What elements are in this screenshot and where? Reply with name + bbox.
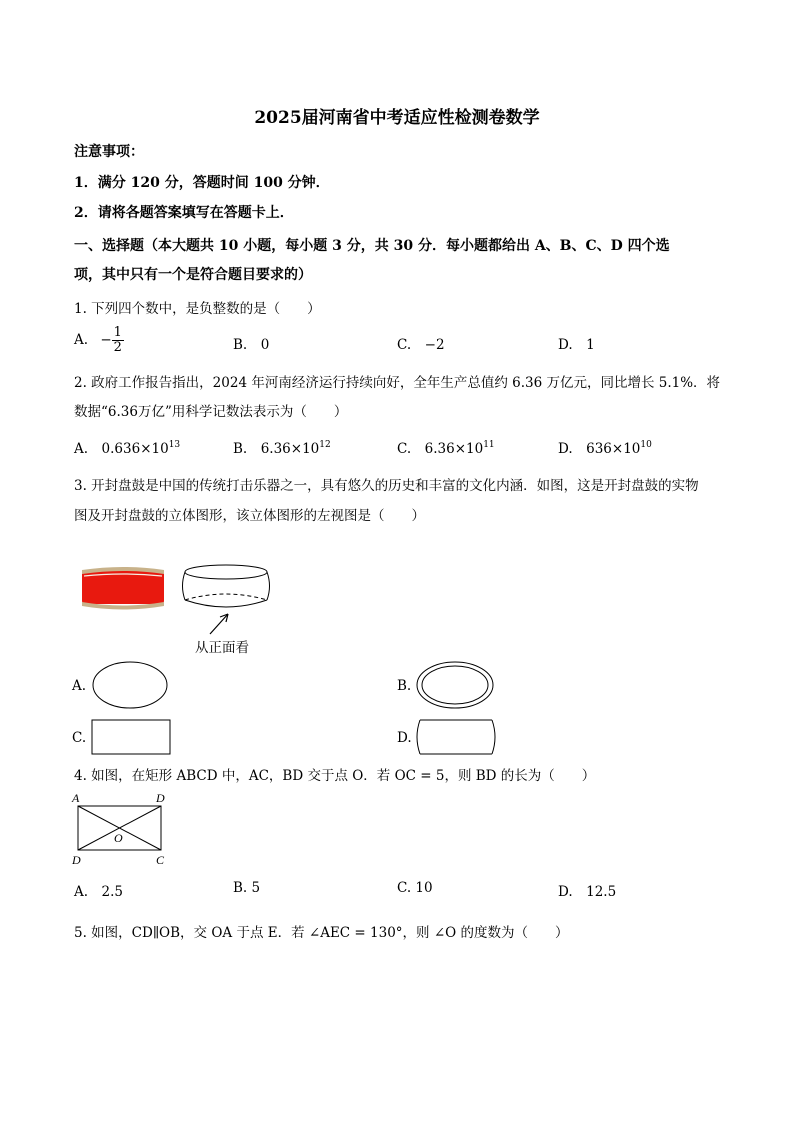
q3-option-a-label: A. bbox=[72, 678, 87, 694]
q1-option-b: B. 0 bbox=[233, 337, 270, 353]
q4-option-b: B. 5 bbox=[233, 880, 261, 896]
center-label-o: O bbox=[114, 831, 123, 845]
vertex-label-bottom-left: D bbox=[72, 853, 81, 867]
q2-option-d-exponent: 10 bbox=[640, 440, 652, 450]
q4-option-d: D. 12.5 bbox=[558, 884, 617, 900]
notes-heading: 注意事项： bbox=[74, 144, 144, 160]
q3-option-b-label: B. bbox=[397, 678, 412, 694]
drum-photo bbox=[80, 564, 166, 610]
drum-bottom-back bbox=[185, 594, 267, 600]
drum-left-side bbox=[183, 572, 186, 600]
q3-option-c-label: C. bbox=[72, 730, 87, 746]
q3-option-d-label: D. bbox=[397, 730, 412, 746]
fraction-denominator: 2 bbox=[113, 340, 122, 355]
q2-option-c-exponent: 11 bbox=[483, 440, 495, 450]
q4-stem: 4. 如图，在矩形 ABCD 中，AC，BD 交于点 O．若 OC = 5，则 BD 的长为（ ） bbox=[74, 768, 596, 784]
q2-option-c-text: C. 6.36×10 bbox=[397, 441, 484, 457]
section-heading-line1: 一、选择题（本大题共 10 小题，每小题 3 分，共 30 分．每小题都给出 A、B、C、D 四个选 bbox=[74, 238, 670, 254]
notes-item-1: 1．满分 120 分，答题时间 100 分钟． bbox=[74, 175, 330, 191]
q3-option-d-barrel bbox=[414, 718, 498, 756]
q2-option-a-exponent: 13 bbox=[168, 440, 181, 450]
q1-option-c: C. −2 bbox=[397, 337, 445, 353]
q2-option-b-exponent: 12 bbox=[319, 440, 331, 450]
q4-option-a: A. 2.5 bbox=[74, 884, 124, 900]
q3-option-a-ellipse bbox=[90, 660, 170, 710]
drum-top-ellipse bbox=[185, 565, 267, 579]
vertex-label-bottom-right: C bbox=[156, 853, 165, 867]
q1-option-a-sign: − bbox=[100, 332, 112, 348]
fraction-numerator: 1 bbox=[113, 325, 122, 340]
q1-option-a-fraction bbox=[112, 326, 124, 355]
q2-option-b-text: B. 6.36×10 bbox=[233, 441, 320, 457]
page-title: 2025届河南省中考适应性检测卷数学 bbox=[254, 108, 540, 128]
drum-3d-figure bbox=[180, 562, 272, 612]
vertex-label-top-left: A bbox=[72, 791, 80, 805]
notes-item-2: 2．请将各题答案填写在答题卡上． bbox=[74, 205, 294, 221]
q1-stem: 1. 下列四个数中，是负整数的是（ ） bbox=[74, 301, 321, 317]
q1-option-a-label: A. bbox=[74, 332, 89, 348]
q2-option-c bbox=[397, 437, 495, 457]
q2-line1: 2. 政府工作报告指出，2024 年河南经济运行持续向好，全年生产总值约 6.36 万亿元，同比增长 5.1%．将 bbox=[74, 375, 721, 391]
drum-bottom-front bbox=[185, 600, 267, 607]
q5-stem: 5. 如图，CD∥OB，交 OA 于点 E．若 ∠AEC = 130°，则 ∠O 的度数为（ ） bbox=[74, 925, 569, 941]
q2-line2: 数据“6.36万亿”用科学记数法表示为（ ） bbox=[74, 404, 348, 420]
q2-option-a bbox=[74, 437, 180, 457]
q3-line2: 图及开封盘鼓的立体图形，该立体图形的左视图是（ ） bbox=[74, 508, 425, 524]
q4-option-c: C. 10 bbox=[397, 880, 433, 896]
view-direction-caption: 从正面看 bbox=[195, 640, 249, 656]
q1-option-a bbox=[74, 326, 124, 355]
section-heading-line2: 项，其中只有一个是符合题目要求的） bbox=[74, 267, 312, 283]
q3-option-b-double-ellipse bbox=[414, 660, 496, 710]
q3-line1: 3. 开封盘鼓是中国的传统打击乐器之一，具有悠久的历史和丰富的文化内涵．如图，这是开封盘鼓的实物 bbox=[74, 478, 699, 494]
q2-option-a-text: A. 0.636×10 bbox=[74, 441, 169, 457]
q2-option-b bbox=[233, 437, 331, 457]
q3-option-c-rectangle bbox=[90, 718, 172, 756]
drum-right-side bbox=[267, 572, 270, 600]
view-direction-arrow bbox=[205, 610, 235, 636]
q1-option-d: D. 1 bbox=[558, 337, 595, 353]
q2-option-d-text: D. 636×10 bbox=[558, 441, 641, 457]
vertex-label-top-right: D bbox=[156, 791, 165, 805]
q2-option-d bbox=[558, 437, 652, 457]
q4-rectangle-figure bbox=[70, 790, 180, 868]
